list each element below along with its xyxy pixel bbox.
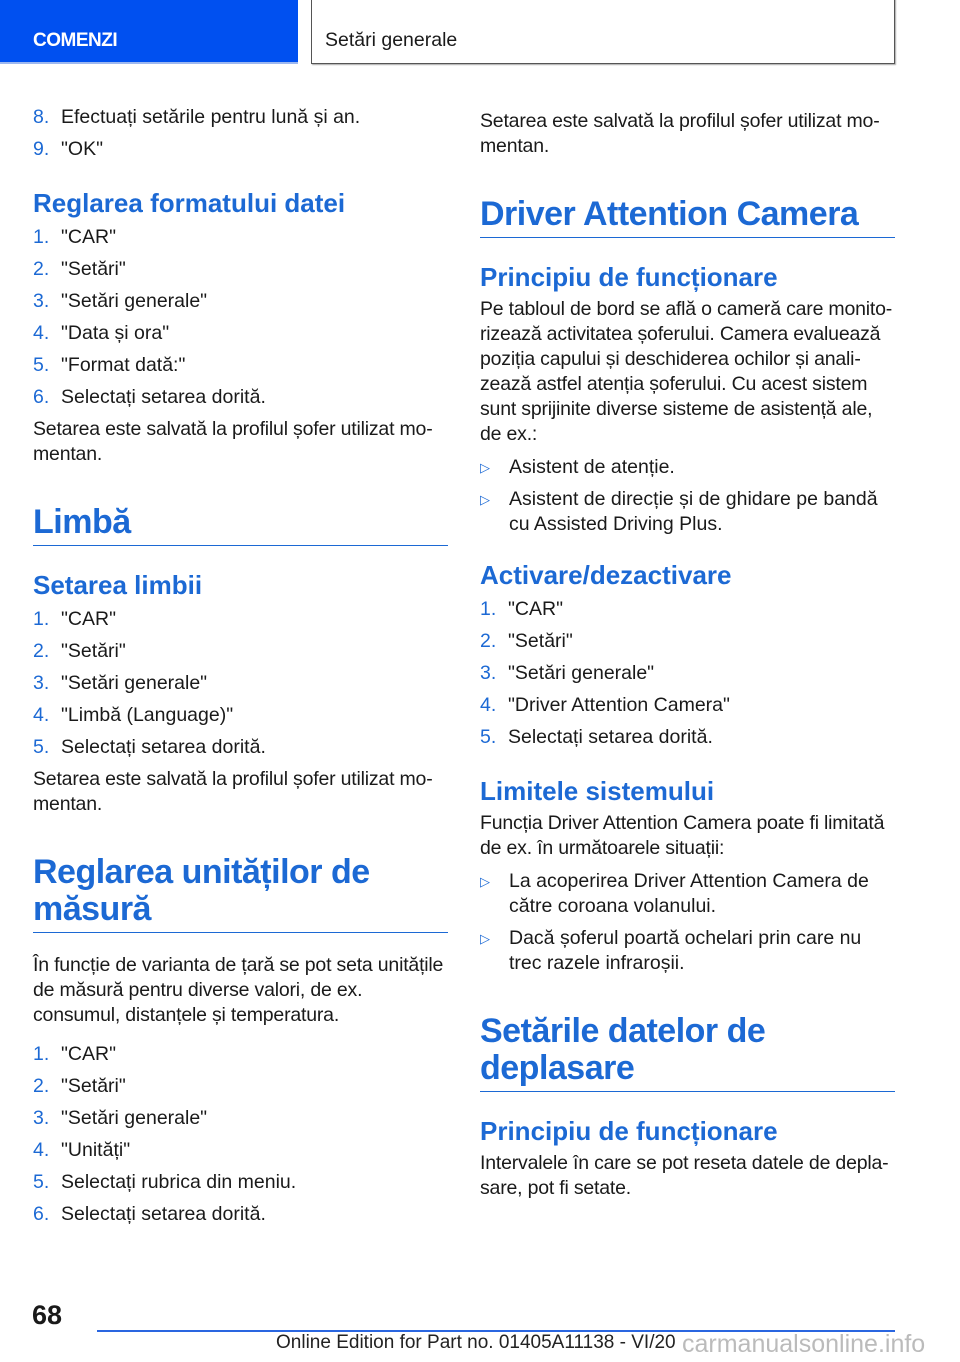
- triangle-bullet-icon: ▷: [480, 491, 490, 507]
- subsection-heading: Principiu de funcționare: [480, 1115, 778, 1146]
- numbered-list: [33, 603, 448, 763]
- step-text: "Setări generale": [61, 290, 208, 312]
- step-text: "Limbă (Language)": [61, 704, 234, 726]
- step-text: "Setări generale": [61, 1107, 208, 1129]
- bullet-item: [480, 926, 895, 976]
- section-tab-label: COMENZI: [33, 30, 118, 51]
- list-item: [33, 253, 448, 285]
- paragraph: Pe tabloul de bord se află o cameră care monitorizează activitatea șoferului. Camera evaluează poziția capului și deschiderea ochilor și analizează astfel atenția șoferului. Cu acest sistem sunt sprijinite diverse sisteme de asistență ale, de ex.:: [480, 297, 893, 445]
- list-item: [33, 317, 448, 349]
- list-item: [33, 603, 448, 635]
- list-item: [33, 101, 448, 133]
- page-number: 68: [32, 1300, 63, 1330]
- step-text: "CAR": [61, 226, 117, 248]
- list-item: [33, 1070, 448, 1102]
- numbered-list: [33, 1038, 448, 1230]
- step-number: 2.: [480, 629, 497, 652]
- step-text: "Format dată:": [61, 354, 186, 376]
- step-number: 4.: [33, 322, 50, 344]
- step-text: "Setări": [508, 629, 573, 652]
- step-number: 3.: [33, 1107, 50, 1129]
- step-text: "Setări": [61, 1075, 126, 1097]
- section-heading: Setările datelor de deplasare: [480, 1013, 895, 1092]
- step-text: Efectuați setările pentru lună și an.: [61, 106, 361, 128]
- list-item: [33, 1198, 448, 1230]
- step-text: "Setări generale": [61, 672, 208, 694]
- paragraph: Funcția Driver Attention Camera poate fi limitată de ex. în următoarele situații:: [480, 811, 885, 859]
- list-item: [33, 1102, 448, 1134]
- list-item: [33, 1166, 448, 1198]
- step-number: 1.: [33, 1043, 50, 1065]
- step-text: "Setări": [61, 640, 126, 662]
- list-item: [33, 635, 448, 667]
- bullet-item: [480, 487, 895, 537]
- step-text: Selectați setarea dorită.: [61, 386, 266, 408]
- list-item: [480, 657, 895, 689]
- subsection-heading: Setarea limbii: [33, 570, 203, 600]
- step-number: 1.: [33, 226, 50, 248]
- step-text: Selectați setarea dorită.: [61, 736, 266, 758]
- step-text: "OK": [61, 138, 104, 160]
- list-item: [480, 689, 895, 721]
- step-text: "CAR": [61, 608, 117, 630]
- section-heading: Driver Attention Camera: [480, 196, 895, 238]
- step-number: 2.: [33, 258, 50, 280]
- list-item: [480, 721, 895, 753]
- list-item: [33, 285, 448, 317]
- step-number: 5.: [33, 354, 50, 376]
- section-heading: Reglarea unităților de măsură: [33, 854, 448, 933]
- step-number: 3.: [480, 661, 497, 684]
- step-text: Selectați rubrica din meniu.: [61, 1171, 297, 1193]
- bullet-text: Dacă șoferul poartă ochelari prin care nu trec razele infraroșii.: [509, 926, 862, 974]
- paragraph: Setarea este salvată la profilul șofer utilizat momentan.: [33, 768, 433, 815]
- step-number: 5.: [33, 1171, 50, 1193]
- triangle-bullet-icon: ▷: [480, 873, 490, 889]
- section-tab: [0, 0, 298, 64]
- step-number: 5.: [33, 736, 50, 758]
- subsection-heading: Limitele sistemului: [480, 775, 715, 806]
- step-number: 9.: [33, 138, 50, 160]
- step-number: 4.: [33, 1139, 50, 1161]
- step-number: 6.: [33, 386, 50, 408]
- step-number: 6.: [33, 1203, 50, 1225]
- bullet-item: [480, 869, 895, 919]
- page-title: Setări generale: [325, 29, 458, 51]
- step-text: Selectați setarea dorită.: [61, 1203, 266, 1225]
- paragraph: Setarea este salvată la profilul șofer utilizat momentan.: [480, 109, 880, 157]
- list-item: [480, 625, 895, 657]
- step-number: 3.: [33, 672, 50, 694]
- step-text: "Data și ora": [61, 322, 170, 344]
- bullet-text: Asistent de direcție și de ghidare pe bandă cu Assisted Driving Plus.: [509, 487, 878, 535]
- list-item: [33, 381, 448, 413]
- step-number: 8.: [33, 106, 50, 128]
- right-column: [480, 105, 895, 1201]
- step-number: 1.: [480, 597, 497, 620]
- list-item: [480, 593, 895, 625]
- numbered-list: [33, 101, 448, 165]
- list-item: [33, 1038, 448, 1070]
- numbered-list: [480, 593, 895, 753]
- step-text: "Unități": [61, 1139, 131, 1161]
- list-item: [33, 731, 448, 763]
- step-number: 1.: [33, 608, 50, 630]
- paragraph: Setarea este salvată la profilul șofer utilizat momentan.: [33, 418, 433, 465]
- step-text: "Driver Attention Camera": [508, 693, 730, 716]
- step-number: 5.: [480, 725, 497, 748]
- list-item: [33, 349, 448, 381]
- bullet-text: La acoperirea Driver Attention Camera de către coroana volanului.: [509, 869, 869, 917]
- triangle-bullet-icon: ▷: [480, 459, 490, 475]
- watermark: carmanualsonline.info: [682, 1330, 926, 1358]
- step-text: "Setări": [61, 258, 126, 280]
- bullet-list: [480, 455, 895, 537]
- list-item: [33, 667, 448, 699]
- edition-text: Online Edition for Part no. 01405A11138 - VI/20: [276, 1332, 676, 1353]
- header-title-box: [311, 0, 895, 64]
- step-text: Selectați setarea dorită.: [508, 725, 713, 748]
- step-number: 4.: [33, 704, 50, 726]
- subsection-heading: Activare/dezactivare: [480, 559, 732, 590]
- numbered-list: [33, 221, 448, 413]
- step-number: 4.: [480, 693, 497, 716]
- triangle-bullet-icon: ▷: [480, 930, 490, 946]
- bullet-item: [480, 455, 895, 480]
- list-item: [33, 1134, 448, 1166]
- step-text: "Setări generale": [508, 661, 655, 684]
- paragraph: Intervalele în care se pot reseta datele de deplasare, pot fi setate.: [480, 1151, 889, 1199]
- section-heading: Limbă: [33, 504, 448, 546]
- list-item: [33, 221, 448, 253]
- bullet-list: [480, 869, 895, 976]
- list-item: [33, 699, 448, 731]
- list-item: [33, 133, 448, 165]
- paragraph: În funcție de varianta de țară se pot seta unitățile de măsură pentru diverse valori, de ex. consumul, distanțele și temperatura.: [33, 954, 444, 1026]
- step-number: 2.: [33, 1075, 50, 1097]
- step-number: 2.: [33, 640, 50, 662]
- step-text: "CAR": [508, 597, 564, 620]
- bullet-text: Asistent de atenție.: [509, 455, 675, 478]
- subsection-heading: Reglarea formatului datei: [33, 188, 346, 218]
- step-number: 3.: [33, 290, 50, 312]
- left-column: [33, 101, 448, 1230]
- subsection-heading: Principiu de funcționare: [480, 261, 778, 292]
- step-text: "CAR": [61, 1043, 117, 1065]
